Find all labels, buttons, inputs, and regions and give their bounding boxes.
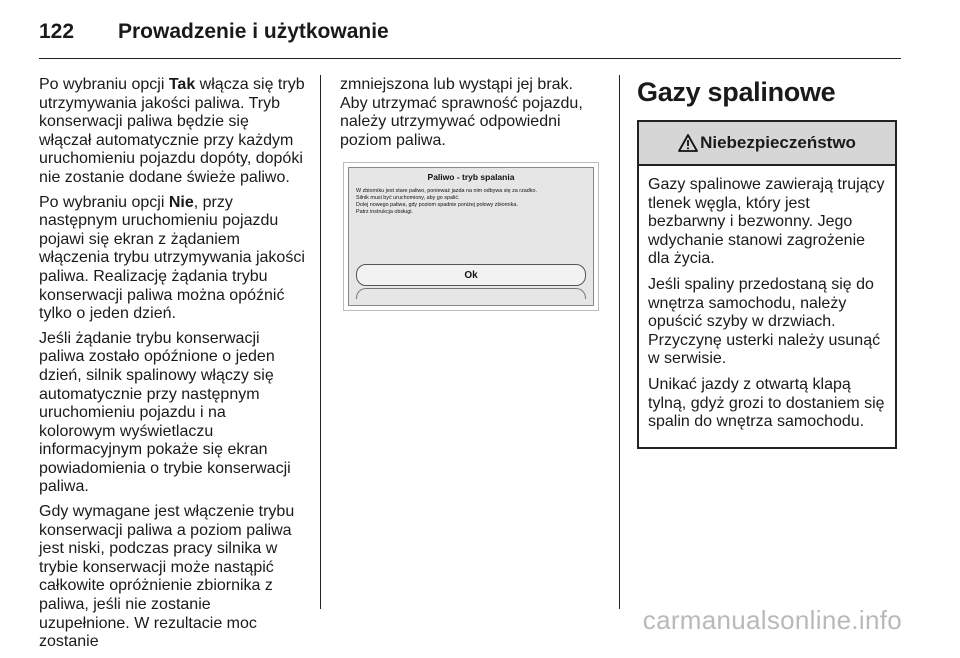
option-tak: Tak [168,76,196,93]
option-nie: Nie [168,193,194,211]
paragraph-delay: Jeśli żądanie trybu konserwacji paliwa zostało opóźnione o jeden dzień, silnik spalinowy włączy się automatycznie przy następnym uruchomieniu pojazdu i na kolorowym wyświetlaczu informacyjnym pokaże się ekran powiadomienia o trybie konserwacji paliwa. [39,329,291,496]
screen-line: Dolej nowego paliwa, gdy poziom spadnie poniżej połowy zbiornika. [356,202,518,209]
column-2 [340,76,604,311]
screen-line: Patrz instrukcja obsługi. [356,209,413,216]
display-screenshot [343,162,599,311]
ok-button[interactable]: Ok [356,264,586,286]
header-rule [39,58,901,59]
watermark: carmanualsonline.info [642,605,902,635]
column-1 [39,76,305,658]
paragraph-tak: Po wybraniu opcji Tak włącza się tryb utrzymywania jakości paliwa. Tryb konserwacji paliwa będzie się włączał automatycznie przy każdym uruchomieniu pojazdu dopóty, dopóki nie zostanie dodane świeże paliwo. [39,76,305,186]
column-3 [637,76,901,449]
danger-box [637,120,897,449]
page-header [39,14,901,56]
danger-header [639,122,895,166]
warning-triangle-icon [678,134,698,152]
fuel-mode-screen [348,167,594,306]
screen-message [356,188,588,216]
section-title: Gazy spalinowe [637,77,836,107]
page-number: 122 [39,20,75,43]
screen-line: Silnik musi być uruchomiony, aby go spalić. [356,195,460,202]
screen-button-outline [356,288,586,299]
screen-line: W zbiorniku jest stare paliwo, ponieważ jazda na nim odbywa się za rzadko. [356,188,537,195]
paragraph-low-fuel: Gdy wymagane jest włączenie trybu konserwacji paliwa a poziom paliwa jest niski, podczas pracy silnika w trybie konserwacji może nastąpić całkowite opróżnienie zbiornika z paliwa, jeśli nie zostanie uzupełnione. W rezultacie moc zostanie [39,503,295,651]
danger-paragraph: Gazy spalinowe zawierają trujący tlenek węgla, który jest bezbarwny i bezwonny. Jego wdychanie stanowi zagrożenie dla życia. [648,176,885,268]
paragraph-continued: zmniejszona lub wystąpi jej brak. Aby utrzymać sprawność pojazdu, należy utrzymywać odpowiedni poziom paliwa. [340,76,583,149]
danger-body [639,166,895,447]
danger-label: Niebezpieczeństwo [700,132,856,152]
danger-paragraph: Jeśli spaliny przedostaną się do wnętrza samochodu, należy opuścić szyby w drzwiach. Przyczynę usterki należy usunąć w serwisie. [648,275,881,368]
column-divider-1 [320,75,321,609]
page-title: Prowadzenie i użytkowanie [118,20,389,43]
danger-paragraph: Unikać jazdy z otwartą klapą tylną, gdyż grozi to dostaniem się spalin do wnętrza samochodu. [648,375,885,431]
paragraph-nie: Po wybraniu opcji Nie, przy następnym uruchomieniu pojazdu pojawi się ekran z żądaniem włączenia trybu utrzymywania jakości paliwa. Realizację żądania trybu konserwacji paliwa można opóźnić tylko o jeden dzień. [39,193,305,323]
column-divider-2 [619,75,620,609]
screen-title: Paliwo - tryb spalania [427,172,515,183]
